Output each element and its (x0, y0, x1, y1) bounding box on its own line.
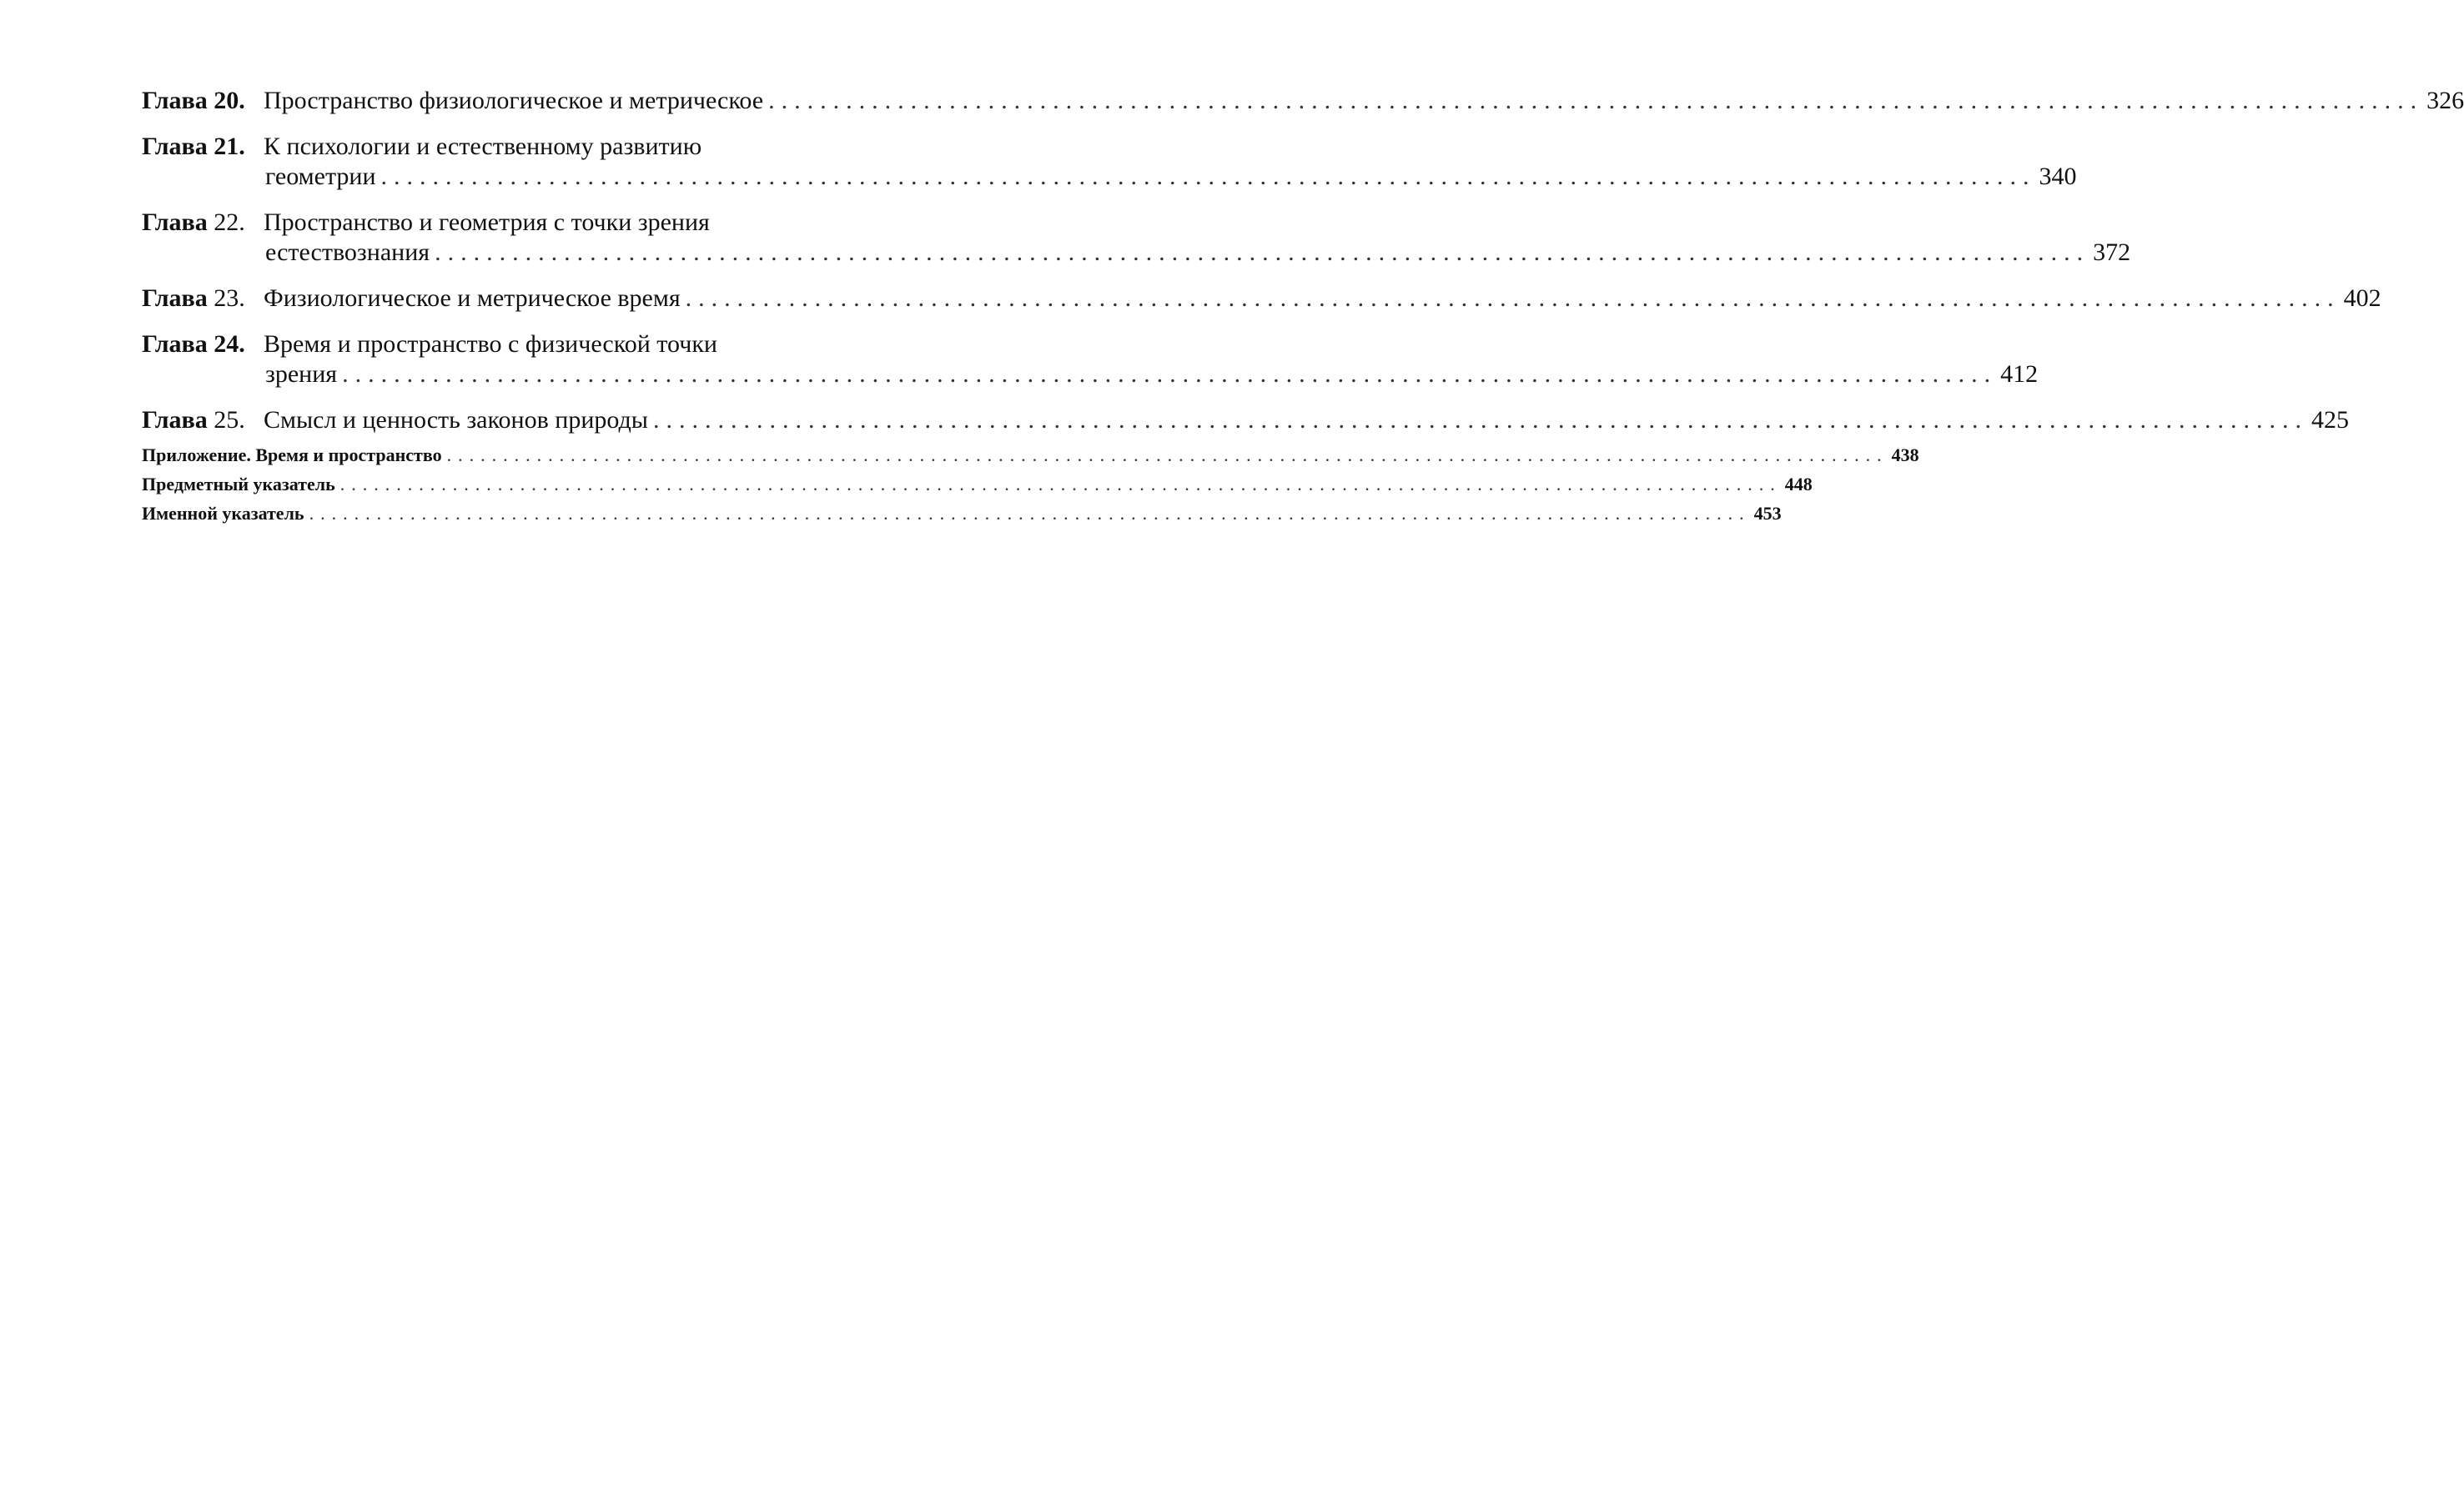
chapter-word: Глава (142, 208, 208, 236)
toc-entry-chapter-20[interactable] (142, 86, 2464, 116)
dot-leader: ................................................................................................................................ (380, 163, 2036, 190)
chapter-label (142, 284, 264, 314)
dot-leader: ................................................................................................................................ (309, 503, 1751, 524)
entry-title: Именной указатель (142, 503, 304, 524)
dot-leader: ................................................................................................................................ (652, 406, 2308, 434)
dot-leader: ................................................................................................................................ (685, 284, 2341, 312)
chapter-title-continued: естествознания (265, 238, 430, 266)
dot-leader: ................................................................................................................................ (446, 444, 1888, 465)
entry-title: Предметный указатель (142, 474, 335, 494)
chapter-word: Глава (142, 284, 208, 312)
chapter-title-continued: геометрии (265, 163, 376, 190)
toc-entry-chapter-23[interactable] (142, 284, 2381, 314)
toc-entry-name-index[interactable] (142, 501, 1782, 525)
table-of-contents (142, 86, 2464, 530)
chapter-title: К психологии и естественному развитию (264, 133, 702, 160)
entry-title: Приложение. Время и пространство (142, 444, 442, 465)
page-number: 412 (2000, 360, 2039, 388)
page-number: 448 (1784, 474, 1813, 494)
chapter-number: 24. (214, 330, 245, 358)
chapter-number: 25. (214, 406, 245, 434)
toc-entry-chapter-21[interactable] (142, 132, 2077, 192)
dot-leader: ................................................................................................................................ (768, 87, 2424, 114)
chapter-title: Пространство физиологическое и метрическое (264, 87, 764, 114)
chapter-title: Пространство и геометрия с точки зрения (264, 208, 710, 236)
chapter-label (142, 208, 264, 268)
page-number: 438 (1891, 444, 1919, 465)
chapter-number: 23. (214, 284, 245, 312)
chapter-label (142, 329, 264, 389)
chapter-number: 22. (214, 208, 245, 236)
dot-leader: ................................................................................................................................ (435, 238, 2090, 266)
toc-entry-chapter-25[interactable] (142, 405, 2349, 435)
page-number: 340 (2039, 163, 2077, 190)
chapter-word: Глава (142, 87, 208, 114)
toc-entry-chapter-22[interactable] (142, 208, 2131, 268)
page-number: 326 (2426, 87, 2464, 114)
chapter-label (142, 405, 264, 435)
chapter-title: Физиологическое и метрическое время (264, 284, 681, 312)
page-number: 453 (1753, 503, 1782, 524)
chapter-title: Смысл и ценность законов природы (264, 406, 648, 434)
toc-entry-appendix[interactable] (142, 443, 1919, 467)
chapter-word: Глава (142, 406, 208, 434)
chapter-word: Глава (142, 330, 208, 358)
chapter-title-continued: зрения (265, 360, 338, 388)
chapter-label (142, 86, 264, 116)
chapter-word: Глава (142, 133, 208, 160)
toc-entry-subject-index[interactable] (142, 472, 1813, 496)
chapter-number: 21. (214, 133, 245, 160)
page-number: 372 (2093, 238, 2131, 266)
toc-entry-chapter-24[interactable] (142, 329, 2039, 389)
dot-leader: ................................................................................................................................ (342, 360, 1998, 388)
chapter-title: Время и пространство с физической точки (264, 330, 717, 358)
chapter-label (142, 132, 264, 192)
chapter-number: 20. (214, 87, 245, 114)
dot-leader: ................................................................................................................................ (339, 474, 1782, 494)
page-number: 402 (2343, 284, 2381, 312)
page-number: 425 (2311, 406, 2349, 434)
